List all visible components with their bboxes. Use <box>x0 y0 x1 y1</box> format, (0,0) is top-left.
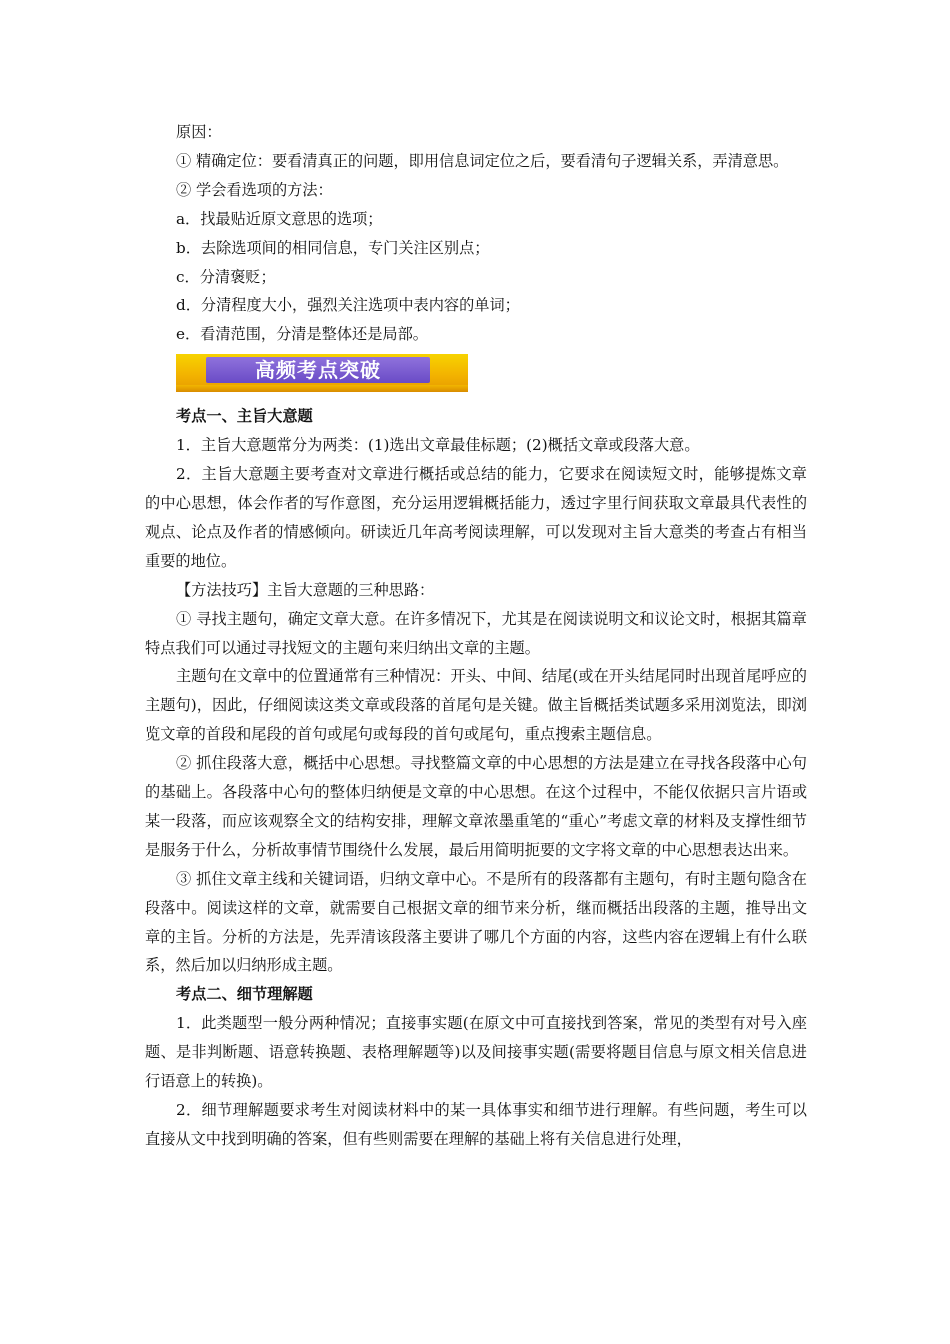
section-1-paragraph-2: 2．主旨大意题主要考查对文章进行概括或总结的能力，它要求在阅读短文时，能够提炼文章的中心思想，体会作者的写作意图，充分运用逻辑概括能力，透过字里行间获取文章最具代表性的观点、论点及作者的情感倾向。研读近几年高考阅读理解，可以发现对主旨大意类的考查占有相当重要的地位。 <box>145 465 807 570</box>
section-banner <box>176 354 468 392</box>
method-heading: 【方法技巧】主旨大意题的三种思路： <box>176 580 435 599</box>
option-b: b．去除选项间的相同信息，专门关注区别点； <box>176 238 490 257</box>
banner-bar <box>206 357 430 383</box>
method-2: ② 抓住段落大意，概括中心思想。寻找整篇文章的中心思想的方法是建立在寻找各段落中心句的基础上。各段落中心句的整体归纳便是文章的中心思想。在这个过程中，不能仅依据只言片语或某一段落，而应该观察全文的结构安排，理解文章浓墨重笔的“重心”考虑文章的材料及支撑性细节是服务于什么，分析故事情节围绕什么发展，最后用简明扼要的文字将文章的中心思想表达出来。 <box>145 754 807 859</box>
section-1-heading: 考点一、主旨大意题 <box>176 407 313 426</box>
option-e: e．看清范围，分清是整体还是局部。 <box>176 325 428 344</box>
method-3: ③ 抓住文章主线和关键词语，归纳文章中心。不是所有的段落都有主题句，有时主题句隐含在段落中。阅读这样的文章，就需要自己根据文章的细节来分析，继而概括出段落的主题，推导出文章的主旨。分析的方法是，先弄清该段落主要讲了哪几个方面的内容，这些内容在逻辑上有什么联系，然后加以归纳形成主题。 <box>145 869 807 975</box>
option-d: d．分清程度大小，强烈关注选项中表内容的单词； <box>176 296 520 315</box>
option-a: a．找最贴近原文意思的选项； <box>176 209 383 228</box>
option-c: c．分清褒贬； <box>176 267 276 286</box>
method-1-detail: 主题句在文章中的位置通常有三种情况：开头、中间、结尾(或在开头结尾同时出现首尾呼应的主题句)，因此，仔细阅读这类文章或段落的首尾句是关键。做主旨概括类试题多采用浏览法，即浏览文章的首段和尾段的首句或尾句或每段的首句或尾句，重点搜索主题信息。 <box>145 667 807 744</box>
intro-point-1: ① 精确定位：要看清真正的问题，即用信息词定位之后，要看清句子逻辑关系，弄清意思。 <box>176 151 789 170</box>
reason-heading: 原因： <box>176 123 222 141</box>
section-2-paragraph-2: 2．细节理解题要求考生对阅读材料中的某一具体事实和细节进行理解。有些问题，考生可以直接从文中找到明确的答案，但有些则需要在理解的基础上将有关信息进行处理， <box>145 1101 807 1148</box>
intro-point-2: ② 学会看选项的方法： <box>176 180 333 199</box>
section-2-heading: 考点二、细节理解题 <box>176 985 313 1004</box>
section-1-paragraph-1: 1．主旨大意题常分为两类：(1)选出文章最佳标题；(2)概括文章或段落大意。 <box>176 436 700 455</box>
section-2-paragraph-1: 1．此类题型一般分两种情况；直接事实题(在原文中可直接找到答案，常见的类型有对号入座题、是非判断题、语意转换题、表格理解题等)以及间接事实题(需要将题目信息与原文相关信息进行语意上的转换)。 <box>145 1014 807 1091</box>
banner-title: 高频考点突破 <box>255 357 381 382</box>
method-1: ① 寻找主题句，确定文章大意。在许多情况下，尤其是在阅读说明文和议论文时，根据其篇章特点我们可以通过寻找短文的主题句来归纳出文章的主题。 <box>145 609 807 657</box>
banner-base <box>176 385 468 392</box>
document-page <box>145 118 807 1154</box>
